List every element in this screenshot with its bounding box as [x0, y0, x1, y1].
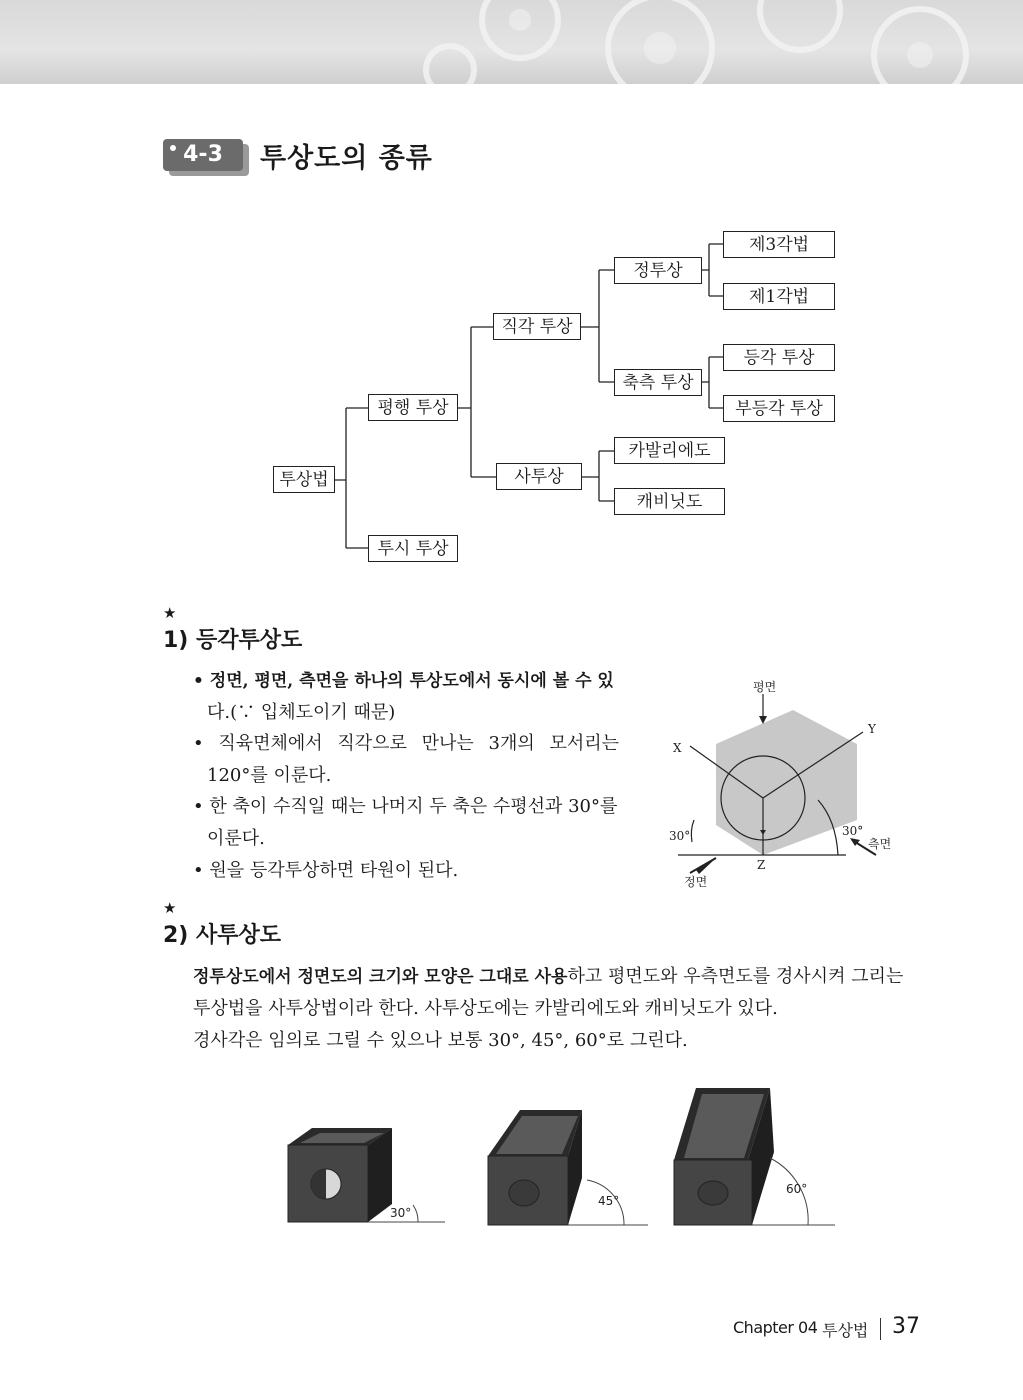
iso-bullet-3-line-2: 이룬다.: [207, 828, 265, 849]
tree-node-third-angle: 제3각법: [723, 231, 835, 258]
fig-front-view-label: 정면: [684, 875, 708, 889]
fig-axis-z: Z: [757, 858, 766, 872]
isometric-cube-figure: [650, 670, 910, 900]
footer-divider: [880, 1318, 881, 1340]
tree-node-cabinet: 캐비닛도: [614, 488, 725, 515]
tree-node-orthogonal: 직각 투상: [493, 313, 581, 340]
oblique-paragraph-line-2: 투상법을 사투상법이라 한다. 사투상도에는 카발리에도와 캐비닛도가 있다.: [193, 998, 778, 1019]
iso-bullet-4-line-1: • 원을 등각투상하면 타원이 된다.: [193, 860, 459, 881]
heading-oblique: 2) 사투상도: [163, 923, 282, 948]
oblique-paragraph-line-3: 경사각은 임의로 그릴 수 있으나 보통 30°, 45°, 60°로 그린다.: [193, 1030, 688, 1051]
oblique-box-45: [488, 1110, 648, 1225]
section-title: 투상도의 종류: [260, 143, 433, 174]
projection-tree-lines: [0, 0, 1023, 600]
iso-bullet-3-line-1: • 한 축이 수직일 때는 나머지 두 축은 수평선과 30°를: [193, 796, 618, 817]
tree-node-root: 투상법: [273, 466, 335, 493]
fig-angle-30-right: 30°: [842, 824, 864, 838]
tree-node-cavalier: 카발리에도: [614, 437, 725, 464]
fig-axis-x: X: [673, 741, 682, 755]
tree-node-anisometric: 부등각 투상: [723, 395, 835, 422]
star-icon: ★: [163, 899, 177, 917]
fig-side-view-label: 측면: [868, 837, 892, 851]
tree-node-oblique: 사투상: [496, 463, 582, 490]
footer-page-number: 37: [892, 1314, 920, 1339]
star-icon: ★: [163, 604, 177, 622]
oblique-angle-30: 30°: [390, 1206, 412, 1220]
tree-node-parallel: 평행 투상: [368, 394, 458, 421]
tree-node-isometric: 등각 투상: [723, 344, 835, 371]
iso-bullet-1-line-2: 다.(∵ 입체도이기 때문): [207, 702, 396, 723]
tree-node-perspective: 투시 투상: [368, 535, 458, 562]
iso-bullet-1-line-1: • 정면, 평면, 측면을 하나의 투상도에서 동시에 볼 수 있: [193, 671, 614, 691]
tree-node-orthographic: 정투상: [614, 257, 702, 284]
oblique-paragraph-line-1: 정투상도에서 정면도의 크기와 모양은 그대로 사용하고 평면도와 우측면도를 경사시켜 그리는: [193, 966, 904, 987]
oblique-boxes-figure: [270, 1080, 850, 1240]
iso-bullet-2-line-2: 120°를 이룬다.: [207, 765, 332, 786]
footer-title: 투상법: [822, 1321, 869, 1340]
heading-isometric: 1) 등각투상도: [163, 628, 303, 653]
oblique-angle-60: 60°: [786, 1182, 808, 1196]
fig-angle-30-left: 30°: [669, 829, 691, 843]
iso-bullet-2-line-1: • 직육면체에서 직각으로 만나는 3개의 모서리는: [193, 733, 620, 754]
tree-node-axonometric: 축측 투상: [614, 369, 702, 396]
tree-node-first-angle: 제1각법: [723, 283, 835, 310]
fig-axis-y: Y: [868, 722, 876, 736]
oblique-angle-45: 45°: [598, 1194, 620, 1208]
oblique-box-60: [674, 1088, 835, 1225]
section-number-badge: 4-3: [163, 139, 247, 174]
oblique-box-30: [288, 1128, 445, 1222]
footer-chapter: Chapter 04: [733, 1318, 818, 1337]
fig-top-view-label: 평면: [753, 680, 777, 694]
